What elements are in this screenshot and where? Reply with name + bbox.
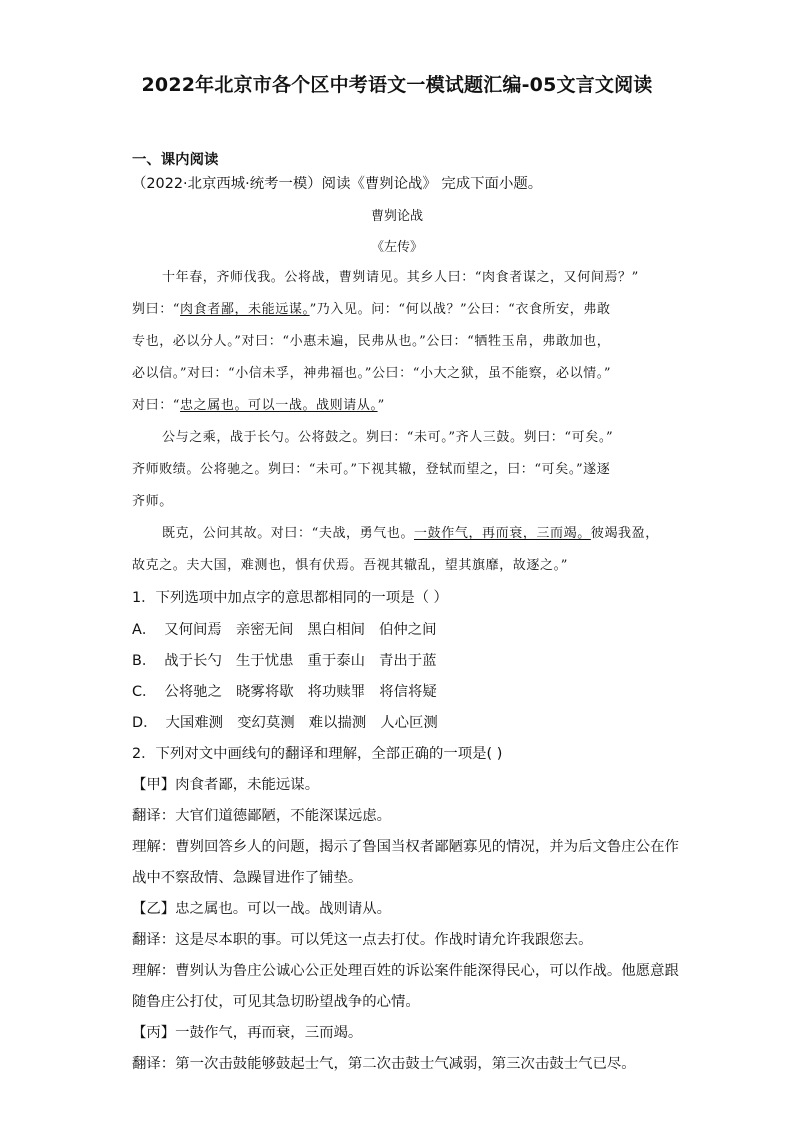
article-line: 公与之乘，战于长勺。公将鼓之。刿曰：“未可。”齐人三鼓。刿曰：“可矣。”: [162, 430, 614, 445]
article-line: 齐师。: [132, 494, 173, 509]
source-line: （2022·北京西城·统考一模）阅读《曹刿论战》 完成下面小题。: [132, 176, 543, 192]
article-line: 专也，必以分人。”对曰：“小惠未遍，民弗从也。”公曰：“牺牲玉帛，弗敢加也，: [132, 334, 611, 349]
question-2-stem: 2．下列对文中画线句的翻译和理解，全部正确的一项是( ): [132, 746, 503, 762]
option-item: 将功赎罪: [307, 684, 366, 700]
q2-yi-translation: 翻译：这是尽本职的事。可以凭这一点去打仗。作战时请允许我跟您去。: [132, 932, 593, 948]
article-line: 必以信。”对曰：“小信未孚，神弗福也。”公曰：“小大之狱，虽不能察，必以情。”: [132, 366, 612, 381]
text-run: ”: [377, 398, 385, 413]
document-title: 2022年北京市各个区中考语文一模试题汇编-05文言文阅读: [141, 74, 653, 96]
text-run: ”乃入见。问：“何以战？”公曰：“衣食所安，弗敢: [309, 302, 611, 317]
q2-yi-sentence: 【乙】忠之属也。可以一战。战则请从。: [132, 901, 392, 917]
article-line: [132, 394, 385, 413]
option-item: 变幻莫测: [237, 715, 295, 731]
option-item: 又何间焉: [164, 622, 222, 638]
q1-option-c[interactable]: [132, 680, 451, 701]
article-line: [162, 522, 659, 541]
q2-jia-understanding: 理解：曹刿回答乡人的问题，揭示了鲁国当权者鄙陋寡见的情况，并为后文鲁庄公在作: [132, 839, 679, 855]
option-item: 伯仲之间: [378, 622, 437, 638]
section-heading: 一、课内阅读: [132, 152, 219, 168]
option-label: A．: [132, 622, 157, 638]
text-run: 彼竭我盈，: [590, 526, 659, 541]
option-item: 将信将疑: [379, 684, 437, 700]
option-label: B．: [132, 653, 157, 669]
option-item: 人心叵测: [380, 715, 438, 731]
q2-jia-understanding-cont: 战中不察敌情、急躁冒进作了铺垫。: [132, 870, 363, 886]
option-item: 亲密无间: [235, 622, 294, 638]
text-run: 既克，公问其故。对曰：“夫战，勇气也。: [162, 526, 415, 541]
q1-option-b[interactable]: [132, 649, 451, 670]
option-item: 黑白相间: [307, 622, 365, 638]
option-item: 晓雾将歇: [236, 684, 294, 700]
article-heading: 曹刿论战: [370, 209, 423, 224]
article-line: 十年春，齐师伐我。公将战，曹刿请见。其乡人曰：“肉食者谋之，又何间焉？”: [162, 270, 639, 285]
option-item: 战于长勺: [164, 653, 222, 669]
underlined-sentence-yi: 忠之属也。可以一战。战则请从。: [180, 398, 378, 413]
option-label: D．: [132, 715, 158, 731]
article-line: 齐师败绩。公将驰之。刿曰：“未可。”下视其辙，登轼而望之，曰：“可矣。”遂逐: [132, 462, 611, 477]
question-1-stem: 1．下列选项中加点字的意思都相同的一项是（ ）: [132, 590, 448, 606]
q2-jia-translation: 翻译：大官们道德鄙陋，不能深谋远虑。: [132, 808, 392, 824]
text-run: 刿曰：“: [132, 302, 181, 317]
option-item: 难以揣测: [308, 715, 367, 731]
q1-option-d[interactable]: [132, 711, 452, 732]
article-line: 故克之。夫大国，难测也，惧有伏焉。吾视其辙乱，望其旗靡，故逐之。”: [132, 558, 568, 573]
underlined-sentence-bing: 一鼓作气，再而衰，三而竭。: [414, 526, 591, 541]
option-label: C．: [132, 684, 157, 700]
option-item: 重于泰山: [307, 653, 365, 669]
q2-jia-sentence: 【甲】肉食者鄙，未能远谋。: [132, 777, 320, 793]
article-line: [132, 298, 611, 317]
q2-yi-understanding-cont: 随鲁庄公打仗，可见其急切盼望战争的心情。: [132, 994, 420, 1010]
article-author: 《左传》: [370, 240, 423, 255]
text-run: 对曰：“: [132, 398, 181, 413]
option-item: 生于忧患: [235, 653, 294, 669]
option-item: 青出于蓝: [379, 653, 437, 669]
q1-option-a[interactable]: [132, 618, 451, 639]
option-item: 公将驰之: [164, 684, 223, 700]
underlined-sentence-jia: 肉食者鄙，未能远谋。: [180, 302, 310, 317]
q2-bing-translation: 翻译：第一次击鼓能够鼓起士气，第二次击鼓士气减弱，第三次击鼓士气已尽。: [132, 1056, 636, 1072]
q2-yi-understanding: 理解：曹刿认为鲁庄公诚心公正处理百姓的诉讼案件能深得民心，可以作战。他愿意跟: [132, 963, 679, 979]
q2-bing-sentence: 【丙】一鼓作气，再而衰，三而竭。: [132, 1025, 363, 1041]
option-item: 大国难测: [165, 715, 224, 731]
